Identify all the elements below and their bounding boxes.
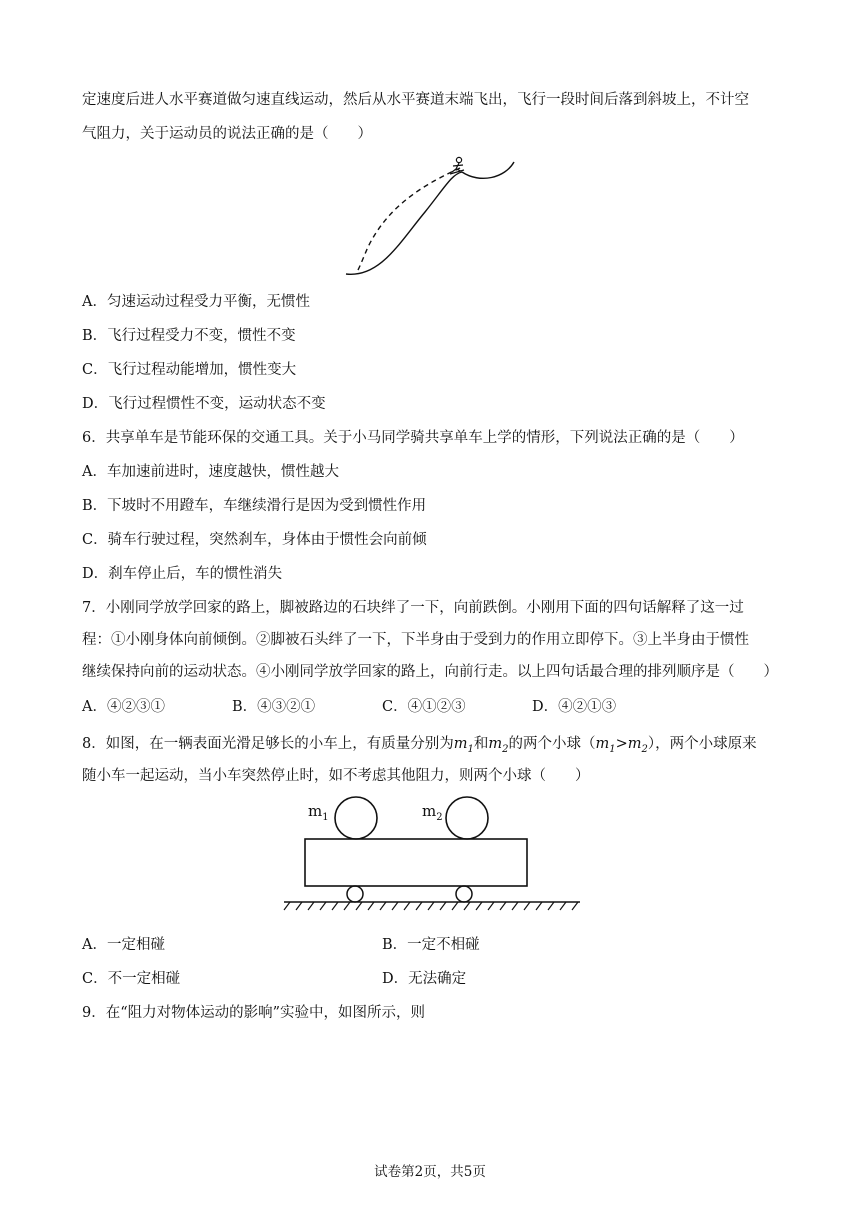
cart-body — [305, 839, 527, 886]
q5-stem-line2: 气阻力，关于运动员的说法正确的是（ ） — [82, 126, 372, 142]
wheel-right — [456, 886, 472, 902]
q8-cmp-m1-sub: 1 — [609, 743, 616, 755]
ski-jump-figure — [340, 152, 520, 280]
q9-stem: 9．在“阻力对物体运动的影响”实验中，如图所示，则 — [82, 1005, 426, 1021]
q8-m1: m — [453, 736, 468, 752]
q6-option-b: B．下坡时不用蹬车，车继续滑行是因为受到惯性作用 — [82, 498, 427, 514]
q7-stem-line3: 继续保持向前的运动状态。④小刚同学放学回家的路上，向前行走。以上四句话最合理的排列顺序是（ ） — [82, 664, 778, 680]
q5-option-c: C．飞行过程动能增加，惯性变大 — [82, 362, 297, 378]
q8-cmp-m1: m — [595, 736, 610, 752]
q6-option-c: C．骑车行驶过程，突然刹车，身体由于惯性会向前倾 — [82, 532, 427, 548]
q8-stem-part-a: 8．如图，在一辆表面光滑足够长的小车上，有质量分别为 — [82, 736, 454, 752]
q5-option-d: D．飞行过程惯性不变，运动状态不变 — [82, 396, 326, 412]
wheel-left — [347, 886, 363, 902]
inrun-curve — [462, 162, 514, 178]
q5-option-b: B．飞行过程受力不变，惯性不变 — [82, 328, 296, 344]
q8-m2-sub: 2 — [502, 743, 509, 755]
q8-m1-sub: 1 — [467, 743, 474, 755]
q6-option-d: D．刹车停止后，车的惯性消失 — [82, 566, 283, 582]
ball-m2 — [446, 797, 488, 839]
trajectory-dashed — [358, 168, 460, 270]
ball-m1 — [335, 797, 377, 839]
q7-option-c: C．④①②③ — [382, 699, 466, 715]
q7-stem-line2: 程：①小刚身体向前倾倒。②脚被石头绊了一下，下半身由于受到力的作用立即停下。③上半身由于惯性 — [82, 632, 749, 648]
fig-label-m2: $m_2$ — [422, 802, 443, 823]
q6-option-a: A．车加速前进时，速度越快，惯性越大 — [82, 464, 339, 480]
page-footer: 试卷第2页，共5页 — [374, 1164, 486, 1180]
q8-option-b: B．一定不相碰 — [382, 937, 480, 953]
fig-label-m1: $m_1$ — [308, 802, 329, 823]
q7-stem-line1: 7．小刚同学放学回家的路上，脚被路边的石块绊了一下，向前跌倒。小刚用下面的四句话解释了这一过 — [82, 600, 744, 616]
q8-stem-part-b: 的两个小球（ — [508, 736, 596, 752]
q8-cmp-m2-sub: 2 — [641, 743, 648, 755]
q8-stem-and: 和 — [473, 736, 489, 752]
q7-option-a: A．④②③① — [82, 699, 165, 715]
q6-stem: 6．共享单车是节能环保的交通工具。关于小马同学骑共享单车上学的情形，下列说法正确的是（ ） — [82, 430, 744, 446]
cart-figure — [282, 792, 582, 922]
q8-cmp-m2: m — [627, 736, 642, 752]
q5-stem-line1: 定速度后进人水平赛道做匀速直线运动，然后从水平赛道末端飞出，飞行一段时间后落到斜坡上，不计空 — [82, 92, 749, 108]
q8-stem-line2: 随小车一起运动，当小车突然停止时，如不考虑其他阻力，则两个小球（ ） — [82, 768, 590, 784]
q8-option-c: C．不一定相碰 — [82, 971, 181, 987]
q7-option-d: D．④②①③ — [532, 699, 617, 715]
q8-stem-part-c: ），两个小球原来 — [647, 736, 757, 752]
ground-hatching — [284, 902, 578, 910]
q8-cmp-gt: > — [615, 736, 628, 752]
q8-stem-line1 — [82, 734, 757, 760]
q8-option-d: D．无法确定 — [382, 971, 467, 987]
q8-option-a: A．一定相碰 — [82, 937, 165, 953]
q7-option-b: B．④③②① — [232, 699, 316, 715]
q5-option-a: A．匀速运动过程受力平衡，无惯性 — [82, 294, 310, 310]
q8-m2: m — [488, 736, 503, 752]
